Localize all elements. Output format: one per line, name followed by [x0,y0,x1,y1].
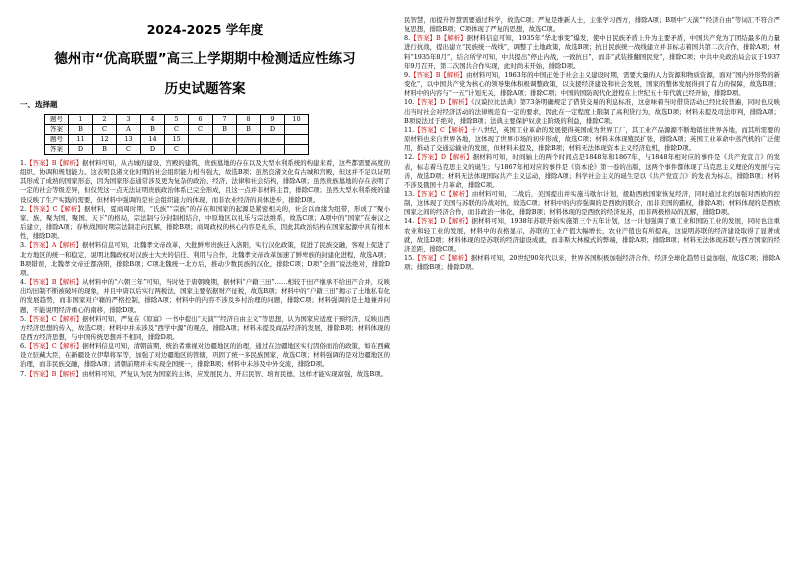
answer-item [404,71,780,98]
answer-tag: 【答案】D【解析】 [414,217,472,226]
answer-item [404,126,780,153]
answer-table-cell: 题号 [45,135,69,145]
answer-table-cell: 8 [237,115,261,125]
answer-table-cell: C [165,145,189,155]
section-heading: 一、选择题 [20,100,58,109]
school-year: 2024-2025 学年度 [146,22,264,37]
answer-item [404,153,780,190]
answer-table-row [45,145,309,155]
answer-table-cell: 3 [117,115,141,125]
item-number: 5. [20,314,27,323]
answer-table-cell: B [93,145,117,155]
answer-table-cell [261,145,285,155]
item-number: 3. [20,241,27,250]
answer-tag: 【答案】B【解析】 [26,369,82,378]
answer-table-cell: 答案 [45,125,69,135]
answer-table-cell [213,135,237,145]
exam-title: 德州市“优高联盟”高三上学期期中检测适应性练习 [54,51,356,67]
answer-table-cell: 15 [165,135,189,145]
item-number: 11. [404,125,415,134]
answer-table-row [45,115,309,125]
answer-tag: 【答案】C【解析】 [414,189,472,198]
answer-table-cell: B [141,125,165,135]
answer-table-cell [261,135,285,145]
left-answer-list [20,159,390,379]
answer-table-cell: 7 [213,115,237,125]
left-column [20,0,390,562]
answer-table-cell [237,135,261,145]
explanation-text: 民智慧，而提升智慧需要通过科学，故选C项；严复是维新人士，主张学习西方，排除A项；B项中“天演”“经济自由”等词汇不符合严复思想，排除B项；C项体现了严复的思想，故选C项。 [404,16,780,34]
answer-table-cell: 10 [285,115,309,125]
answer-table-cell: 9 [261,115,285,125]
item-number: 13. [404,189,415,198]
explanation-text: 据材料信息可知，北魏孝文帝改革，大批鲜卑贵族迁入洛阳，实行汉化政策，促进了民族交融，客观上促进了北方地区的统一和稳定，说明北魏政权对汉族士大夫的信任、利用与合作，北魏孝文帝改革加速了鲜卑族的封建化进程，故选A项；B项错误，北魏孝文帝迁都洛阳，排除B项；C项北魏统一北方后，推动少数民族的汉化，排除C项；D项“全面”说法绝对，排除D项。 [20,241,390,277]
answer-item [20,278,390,315]
item-number: 15. [404,254,415,263]
item-number: 12. [404,153,415,162]
answer-item [404,34,780,71]
answer-table-cell: D [141,145,165,155]
explanation-text: 据材料可知，1938年苏联开始实施第三个五年计划，这一计划强调了重工业和国防工业的发展，同时也注重农业和轻工业的发展，材料中的表格显示，苏联的工业产值大幅增长，农业产值也有所提高，这说明苏联的经济建设取得了显著成就，故选D项；材料体现的是苏联的经济建设成就，而非斯大林模式的弊端，排除A项；排除B项；材料无法体现苏联与西方国家的经济差距，排除C项。 [404,217,780,253]
answer-item [404,16,780,34]
answer-table-cell: 12 [93,135,117,145]
answer-table-cell: C [165,125,189,135]
answer-table-cell: B [213,125,237,135]
answer-item [404,217,780,254]
answer-tag: 【答案】B【解析】 [410,34,467,43]
answer-item [20,315,390,342]
explanation-text: 据材料可知，严复在《原富》一书中提出“天演”“经济自由主义”等思想，认为国家应适度干预经济，反映出西方经济思想的传入，故选C项；材料中并未涉及“西学中源”的观点，排除A项；材料未提及商品经济的发展，排除B项；材料体现的是西方经济思想，与中国传统思想并不相同，排除D项。 [20,314,390,341]
answer-table-cell: B [69,125,93,135]
item-number: 10. [404,98,415,107]
answer-tag: 【答案】C【解析】 [26,314,83,323]
answer-table-cell: 答案 [45,145,69,155]
answer-table-cell: C [189,125,213,135]
right-answer-list [404,16,780,272]
answer-table-cell: C [117,145,141,155]
answer-table-cell: 题号 [45,115,69,125]
answer-table-cell: C [93,125,117,135]
answer-table-cell: 13 [117,135,141,145]
item-number: 14. [404,217,415,226]
answer-tag: 【答案】B【解析】 [410,70,467,79]
answer-table-cell [189,145,213,155]
right-column [404,0,780,562]
answer-tag: 【答案】D【解析】 [414,153,473,162]
answer-item [20,159,390,205]
answer-tag: 【答案】C【解析】 [26,342,83,351]
answer-item [404,190,780,217]
explanation-text: 据材料信息可知，清朝前期，统治者重视对边疆地区的治理，通过在边疆地区实行因俗而治的政策，如在西藏设立驻藏大臣，在新疆设立伊犁将军等，加强了对边疆地区的管辖，巩固了统一多民族国家，故选C项；材料强调的是对边疆地区的治理，而非民族交融，排除A项；清朝前期并未实现全国统一，排除B项；材料中未涉及中外交流，排除D项。 [20,342,390,369]
answer-table-cell: 11 [69,135,93,145]
answer-table-cell: 2 [93,115,117,125]
exam-subtitle: 历史试题答案 [164,81,246,97]
answer-item [20,241,390,278]
answer-tag: 【答案】C【解析】 [26,204,84,213]
answer-item [20,205,390,242]
item-number: 8. [404,34,411,43]
answer-table-cell [285,145,309,155]
answer-table [44,114,309,155]
item-number: 6. [20,342,27,351]
explanation-text: 由材料可知，严复认为民为国家的主体，应发展民力、开启民智、培育民德，这样才能实现富强，故选B项。 [81,369,387,378]
explanation-text: 据材料，夏商周时期，“氏族”“宗族”的存在和国家的起源是紧密相关的，社会以血缘为纽带，形成了“聚小家、族、聚为国、聚国、天下”的格局，宗法制与分封制相结合，中原地区以礼乐与宗法维系，故选C项；A项中的“国家”在秦汉之后建立，排除A项；春秋战国时期宗法制走向瓦解，排除B项；商周政权的核心内容是礼乐，因此其政治结构在国家起源中具有根本性，排除D项。 [20,204,390,241]
answer-table-cell: 14 [141,135,165,145]
answer-item [404,98,780,125]
explanation-text: 《汉谟拉比法典》第73条明确规定了借贷交易的利息标准，这意味着当时借贷活动已经比较普遍，同时也反映出当时社会对经济活动的法律规范有一定的要求，因此在一定程度上限制了高利贷行为，故选D项；材料未提及司法审判，排除A项；B项说法过于绝对，排除B项；法典主要保护奴隶主阶级的利益，排除C项。 [404,98,780,125]
answer-table-cell [237,145,261,155]
answer-table-cell [285,135,309,145]
answer-table-cell: A [117,125,141,135]
answer-table-cell: B [237,125,261,135]
answer-table-cell [189,135,213,145]
answer-table-cell: 1 [69,115,93,125]
explanation-text: 十八世纪，英国工业革命的发展使得英国成为世界工厂，其工业产品源源不断地销往世界各地，而其所需要的原材料也来自世界各地，这体现了世界市场的初步形成，故选C项；材料未体现殖民扩张，排除A项；英国工业革命中蒸汽机的广泛使用，推动了交通运输业的发展，但材料未提及，排除B项；材料无法体现资本主义经济危机，排除D项。 [404,125,780,153]
explanation-text: 据材料可知，时间轴上的两个时间点是1848年和1867年，与1848年相对应的事件是《共产党宣言》的发表，标志着马克思主义的诞生；与1867年相对应的事件是《资本论》第一卷的出版，这两个事件都体现了马克思主义理论的发展与完善，故选D项；材料无法体现国际共产主义运动，排除A项；科学社会主义的诞生是以《共产党宣言》的发表为标志，排除B项；材料不涉及俄国十月革命，排除C项。 [404,153,780,189]
answer-item [20,370,390,379]
item-number: 7. [20,369,27,378]
answer-tag: 【答案】A【解析】 [26,241,83,250]
answer-table-row [45,135,309,145]
item-number: 9. [404,70,411,79]
answer-tag: 【答案】B【解析】 [26,159,83,167]
explanation-text: 从材料中的“六朝三年”可知，当时处于唐朝晚期，据材料“户籍三田”……相较于田产继承不给田产合并，反映出均田制不断被破坏的现象，并且中唐以后实行两税法，国家主要依据财产征税，故选B项；材料中的“户籍三田”揭示了土地私有化的发展趋势，而非国家对户籍的严格控制，排除A项；材料中的内容不涉及乡村治理的问题，排除C项；材料强调的是土地兼并问题，不能说明经济重心的南移，排除D项。 [20,278,390,314]
explanation-text: 据材料可知，从古城的建设、宫殿的建筑、贵族墓地的存在以及大型水利系统的构建来看，这些都需要高度的组织、协调和规划能力。这表明良渚文化时期的社会组织能力相当强大，故选B项；虽然良渚文化有古城和宫殿，但这并不足以证明其形成了成熟的国家形态，因为国家形态通常涉及更为复杂的政治、经济、法律和社会结构，排除A项；虽然贵族墓地的存在表明了一定的社会等级差异，但仅凭这一点无法证明贵族政治体系已完全形成，且这一点并非材料主旨，排除C项；虽然大型水利系统的建设反映了生产实践的需要，但材料中强调的是社会组织能力的体现，而非农业经济的具体进步，排除D项。 [20,159,390,204]
answer-tag: 【答案】B【解析】 [26,278,83,287]
answer-table-cell: 6 [189,115,213,125]
item-number: 4. [20,278,27,287]
item-number: 1. [20,159,27,167]
explanation-text: 由材料可知，二战后，美国提出并实施马歇尔计划，援助西欧国家恢复经济，同时通过北约加强对西欧的控制，这体现了美国与苏联的冷战对抗，故选C项；材料中的内容强调的是西欧的联合，而非美国的霸权，排除A项；材料体现的是西欧国家之间的经济合作，而非政治一体化，排除B项；材料体现的是西欧的经济复苏，而非两极格局的瓦解，排除D项。 [404,189,780,217]
answer-table-cell: 5 [165,115,189,125]
explanation-text: 据材料可知，20世纪90年代以来，世界各国积极加强经济合作，经济全球化趋势日益加强，故选C项；排除A项；排除B项；排除D项。 [404,254,780,272]
answer-table-cell: 4 [141,115,165,125]
item-number: 2. [20,204,27,213]
answer-tag: 【答案】D【解析】 [414,98,472,107]
answer-table-row [45,125,309,135]
answer-tag: 【答案】C【解析】 [414,125,471,134]
answer-item [20,342,390,369]
explanation-text: 由材料可知，1963年的中国正处于社会主义建设时期，需要大量的人力资源和物质资源，面对“国内外形势的新变化”，以中国共产党为核心的领导集体积极调整政策，以支援经济建设和社会发展，国家的整体发展得到了有力的保障，故选B项；材料中的内容与“一五”计划无关，排除A项；排除C项；中国的国防现代化进程在上世纪五十年代就已经开始，排除D项。 [404,70,780,98]
answer-item [404,254,780,272]
explanation-text: 据材料信息可知，1935年“华北事变”爆发，使中日民族矛盾上升为主要矛盾，中国共产党为了团结最多的力量进行抗战，提出建立“民族统一战线”，调整了土地政策，故选B项；抗日民族统一战线建立并非标志着国共第二次合作，排除A项；材料“1935年8月”，结合所学可知，中共提出“停止内战，一致抗日”，而非“武装推翻国民党”，排除C项；中共中央政治局会议于1937年9月召开，第二次国共合作实现，此时尚未开始，排除D项。 [404,34,780,70]
answer-tag: 【答案】C【解析】 [414,254,471,263]
answer-table-cell: D [261,125,285,135]
answer-table-cell [285,125,309,135]
answer-table-cell: D [69,145,93,155]
answer-table-cell [213,145,237,155]
